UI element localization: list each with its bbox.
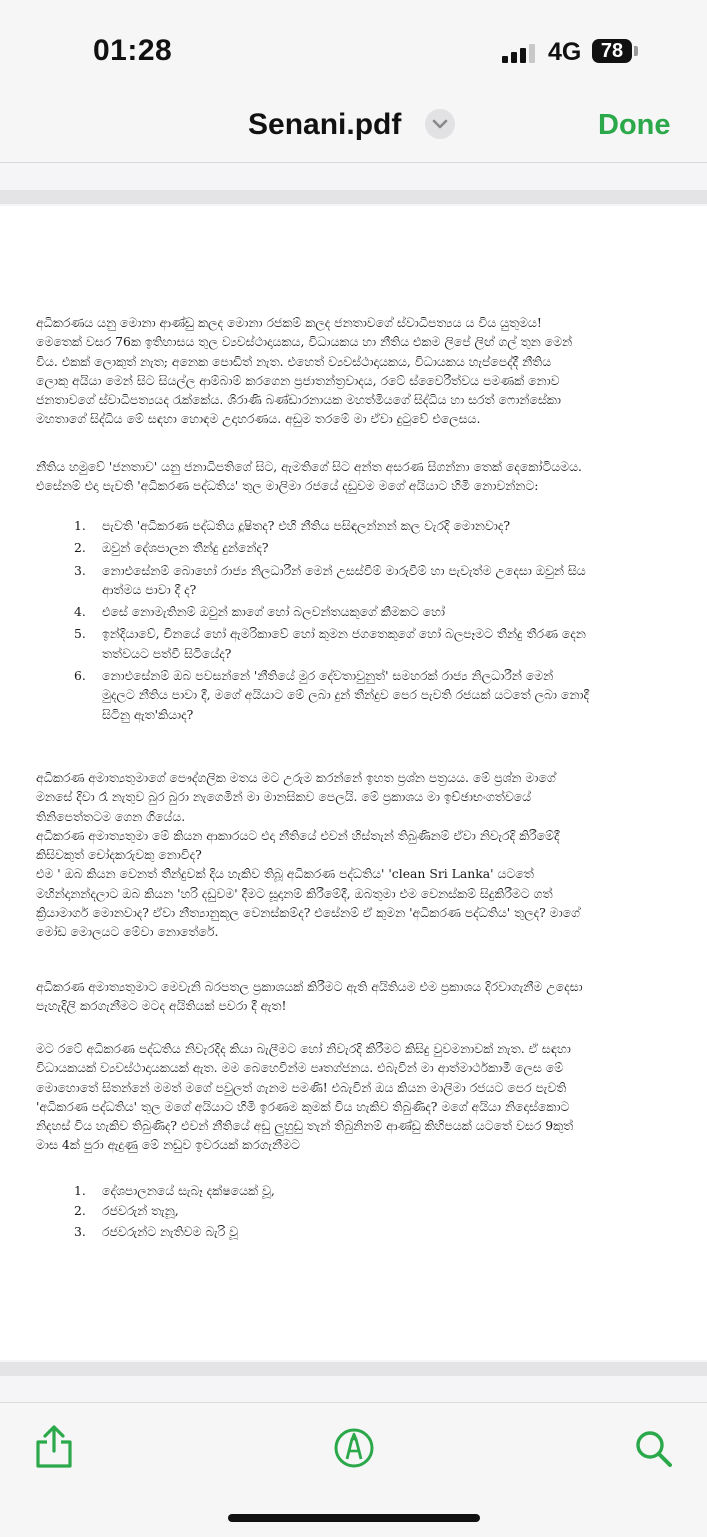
list-item-line: ඉන්දියාවේ, චීනයේ හෝ ඇමරිකාවේ හෝ කුමන ජගතෙකුගේ හෝ බලපෑමට තීන්දු තීරණ දෙන (102, 626, 586, 642)
list-number: 3. (74, 1223, 86, 1239)
list-item (36, 538, 676, 557)
text-line: අධිකරණ අමාත්‍යතුමාගේ පෞද්ගලික මතය මට උරුම කරන්නේ ඉහත ප්‍රශ්න පත්‍රයය. මේ ප්‍රශ්න මාගේ (36, 770, 556, 785)
done-button[interactable]: Done (598, 109, 671, 141)
list-item (36, 516, 676, 535)
paragraph-4 (36, 977, 676, 1016)
text-line: ජනතාවගේ ස්වාධිපත්‍යයද රැක්කේය. ශිරාණි බණ්ඩාරනායක මහත්මියගේ සිද්ධිය හා සරත් ෆොන්සේකා (36, 392, 561, 408)
search-icon[interactable] (634, 1429, 674, 1469)
list-item (36, 1201, 676, 1220)
list-item-line: ඔවුන් දේශපාලන තීන්දු දුන්නේද? (102, 540, 269, 556)
pdf-page[interactable] (0, 206, 707, 1360)
chevron-down-icon[interactable] (425, 109, 455, 139)
text-line: ක්‍රියාමාර්ග මොනවාද? ඒවා නීත්‍යානුකූල වෙනස්කම්ද? එසේනම් ඒ කුමන 'අධිකරණ පද්ධතිය' තුලද? මාගේ (36, 905, 580, 921)
markup-pen-icon[interactable] (333, 1427, 375, 1469)
question-list (36, 516, 676, 727)
text-line: අධිකරණ අමාත්‍යතුමා මේ කියන ආකාරයට එදා නීතියේ එවන් හිස්තැන් තිබුණිනම් ඒවා නිවැරදි කිරීමේදී (36, 827, 560, 843)
list-item (36, 602, 676, 621)
list-item (36, 1222, 676, 1241)
text-line: මට රටේ අධිකරණ පද්ධතිය නිවැරදිද කියා බැලීමට හෝ නිවැරදි කිරීමට කිසිදු වුවමනාවක් නැත. ඒ සඳහා (36, 1041, 571, 1056)
list-item-line: සිටිනු ඇත'කියාද? (102, 706, 194, 722)
text-line: මහින්දානන්දලාට ඔබ කියන 'හරි දඩුවම' දීමට සූදානම් කිරීමේදී, ඔබතුමා එම වෙනස්කම් සිදුකිරීමට ගත් (36, 885, 553, 901)
list-item (36, 666, 676, 724)
list-number: 2. (74, 1203, 86, 1219)
list-number: 1. (74, 1183, 86, 1198)
battery-icon (592, 39, 632, 63)
qualities-list (36, 1181, 676, 1242)
text-line: මෙතෙක් වසර 76ක ඉතිහාසය තුල ව්‍යවස්ථාදායකය, විධායකය හා නීතිය එකම ලිපේ ලිඟ් ගල් තුන මෙන් (36, 334, 573, 350)
list-item (36, 624, 676, 663)
list-item-line: රජවරුන් තැනූ, (102, 1203, 179, 1219)
text-line: නීතිය හමුවේ 'ජනතාව' යනු ජනාධිපතිගේ සිට, ඇමතිගේ සිට අන්ත අසරණ සිගන්නා තෙක් දෙකෝටියමය. (36, 459, 582, 474)
battery-tip (634, 46, 638, 56)
list-item-line: නොඑසේනම් ඔබ පවසන්නේ 'නීතියේ මුර දේවතාවුනුත්' සමහරක් රාජ්‍ය නිලධාරීන් මෙන් (102, 668, 554, 684)
document-title[interactable]: Senani.pdf (248, 108, 402, 141)
text-line: මොහොතේ සිතන්නේ මමත් මගේ පවුලත් ගැනම පමණි! එබැවින් ඔය කියන මාලිමා රජයට පෙර පැවති (36, 1079, 567, 1095)
text-line: මාස 4ක් පුරා ඇදුණු මේ නඩුව ඉවරයක් කරගැනීමට (36, 1137, 300, 1153)
text-line: මනසේ දිවා රෑ නැතුව බුර බුරා නැගෙමින් මා මානසිකව පෙලයි. මේ ප්‍රකාශය මා ඉච්ඡාභංගත්වයේ (36, 789, 532, 805)
paragraph-5 (36, 1039, 676, 1155)
text-line: මෝඩ මොලයට මේවා නොතේරේ. (36, 924, 219, 940)
list-item-line: ආත්මය පාවා දී ද? (102, 581, 197, 597)
paragraph-1 (36, 313, 676, 429)
list-item-line: රජවරුන්ට නැතිවම බැරි වූ (102, 1223, 239, 1239)
list-number: 2. (74, 540, 86, 556)
list-number: 1. (74, 518, 86, 533)
text-line: විය. එකක් ලොකුත් නැත; අනෙක පොඩිත් නැත. එහෙත් ව්‍යවස්ථාදායකය, විධායකය හැප්පෙද්දී නීතිය (36, 353, 552, 369)
page-separator (0, 190, 707, 204)
list-number: 6. (74, 668, 86, 684)
list-item-line: නොඑසේනම් බොහෝ රාජ්‍ය නිලධාරීන් මෙන් උසස්වීම් මාරුවීම් හා පැවැත්ම උදෙසා ඔවුන් සිය (102, 562, 586, 578)
text-line: අධිකරණය යනු මොනා ආණ්ඩු කලද මොනා රජකම් කලද ජනතාවගේ ස්වාධිපත්‍යය ය විය යුතුමය! (36, 315, 542, 330)
status-time: 01:28 (93, 34, 173, 67)
list-item (36, 1181, 676, 1200)
list-item-line: එසේ නොමැතිනම් ඔවුන් කාගේ හෝ බලවන්තයකුගේ කීමකට හෝ (102, 604, 445, 620)
cellular-signal-icon (502, 43, 538, 63)
battery-level: 78 (600, 40, 624, 62)
text-line: එසේනම් එදා පැවති 'අධිකරණ පද්ධතිය' තුල මාලිමා රජයේ දඩුවම මගේ අයියාට හිමි නොවන්නට: (36, 478, 539, 494)
home-indicator (228, 1514, 480, 1522)
text-line: නිදහස් විය හැකිව තිබුණිද? එවන් නීතියේ අඩු ලුහුඩු තැන් තිබුනිනම් ආණ්ඩු කිහිපයක් යටතේ වසර 9කුත් (36, 1118, 574, 1134)
list-item-line: පැවති 'අධිකරණ පද්ධතිය දූෂිතද? එහි නීතිය පසිඳලන්නන් කල වැරදි මොනවාද? (102, 518, 510, 533)
text-line: මහතාගේ සිද්ධිය මේ සඳහා හොඳම උදාහරණය. අඩුම තරමේ මා ඒවා දුටුවේ එලෙසය. (36, 411, 481, 427)
network-type: 4G (548, 38, 582, 66)
list-number: 5. (74, 626, 86, 642)
list-number: 4. (74, 604, 86, 620)
navigation-bar (0, 90, 707, 163)
text-line: පැහැදිලි කරගැනීමට මටද අයිතියක් පවරා දී ඇත! (36, 998, 287, 1014)
text-line: තිනිපෙත්තටම ගෙන ගියේය. (36, 808, 186, 824)
list-number: 3. (74, 562, 86, 578)
text-line: ලොකු අයියා මෙන් සිට සියල්ල ආම්බාම් කරගෙන ප්‍රජාතන්ත්‍රවාදය, රටේ ස්වෛරීත්වය පමණක් නොව (36, 372, 560, 388)
text-line: අධිකරණ අමාත්‍යතුමාට මෙවැනි බරපතල ප්‍රකාශයක් කිරීමට ඇති අයිතියම එම ප්‍රකාශය දිරවාගැනීම උදෙසා (36, 979, 583, 994)
status-bar (0, 0, 707, 90)
text-line: විධායකයක් ව්‍යවස්ථාදායකයක් ඇත. මම බෙහෙවින්ම පෘතග්ජනය. එබැවින් මා ආත්මාර්ථකාමී ලෙස මේ (36, 1060, 564, 1076)
page-separator-bottom (0, 1362, 707, 1376)
list-item (36, 561, 676, 600)
list-item-line: දේශපාලනයේ සැබෑ දක්ෂයෙක් වූ, (102, 1183, 275, 1198)
list-item-line: මුදලට නීතිය පාවා දී, මගේ අයියාට මේ ලබා දුන් තීන්දුව පෙර පැවති රජයක් යටතේ ලබා නොදී (102, 687, 589, 703)
paragraph-2 (36, 457, 676, 496)
text-line: 'අධිකරණ පද්ධතිය' තුල මගේ අයියාට හිමි ඉරණම කුමක් විය හැකිව තිබුණිද? මගේ අයියා නිදොස්කොට (36, 1098, 570, 1114)
paragraph-3 (36, 768, 676, 942)
list-item-line: තත්වයට පත්වී සිටියේද? (102, 645, 232, 661)
text-line: එම ' ඔබ කියන වෙනත් තීන්දුවක් දිය හැකිව තිබූ අධිකරණ පද්ධතිය' 'clean Sri Lanka' යටතේ (36, 866, 534, 882)
share-icon[interactable] (33, 1425, 75, 1469)
text-line: කිසිවකුත් චෝදකරුවකු නොවිද? (36, 847, 202, 863)
